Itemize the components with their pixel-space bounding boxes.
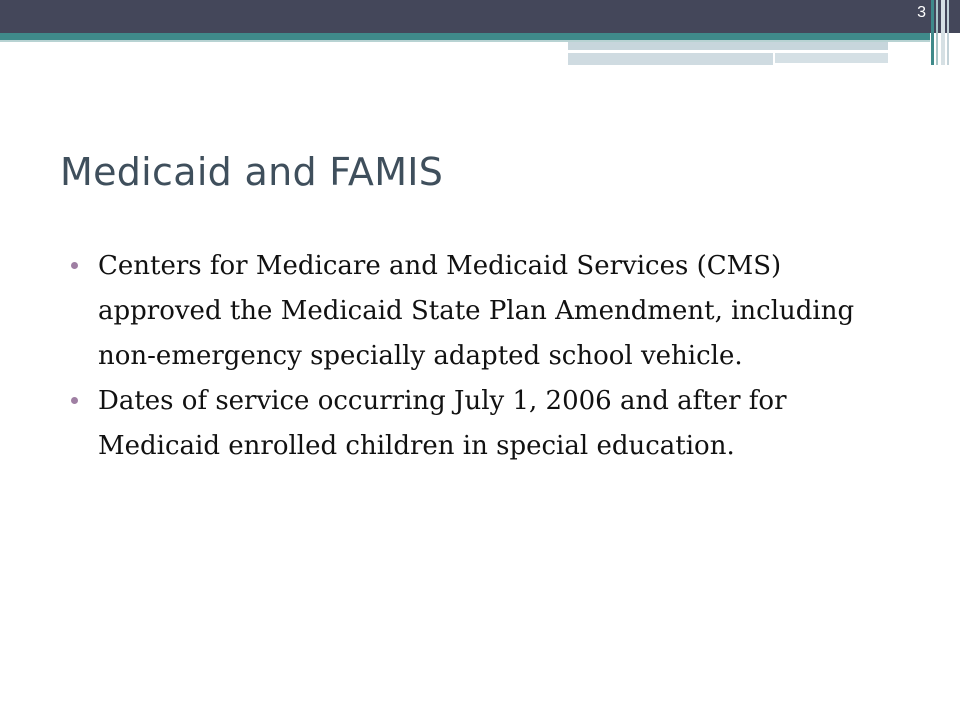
slide-title: Medicaid and FAMIS: [60, 150, 444, 194]
bullet-dot-icon: [71, 262, 78, 269]
bullet-text: Centers for Medicare and Medicaid Services (CMS) approved the Medicaid State Plan Amendment, including non-emergency specially adapted school vehicle.: [98, 251, 855, 371]
bullet-dot-icon: [71, 397, 78, 404]
header-decor-bar: [775, 53, 888, 63]
header-accent-stripe: [0, 33, 930, 40]
header-decor-line: [941, 0, 945, 65]
bullet-text: Dates of service occurring July 1, 2006 and after for Medicaid enrolled children in special education.: [98, 386, 787, 461]
header-banner: [0, 0, 960, 33]
header-decor-line: [931, 0, 934, 65]
bullet-item: [70, 244, 910, 379]
header-decor-line: [936, 0, 938, 65]
slide-number: 3: [917, 4, 926, 21]
header-decor-bar: [568, 42, 888, 50]
bullet-list: [70, 244, 910, 469]
header-decor-line: [947, 0, 949, 65]
bullet-item: [70, 379, 910, 469]
header-decor-bar: [568, 53, 773, 65]
